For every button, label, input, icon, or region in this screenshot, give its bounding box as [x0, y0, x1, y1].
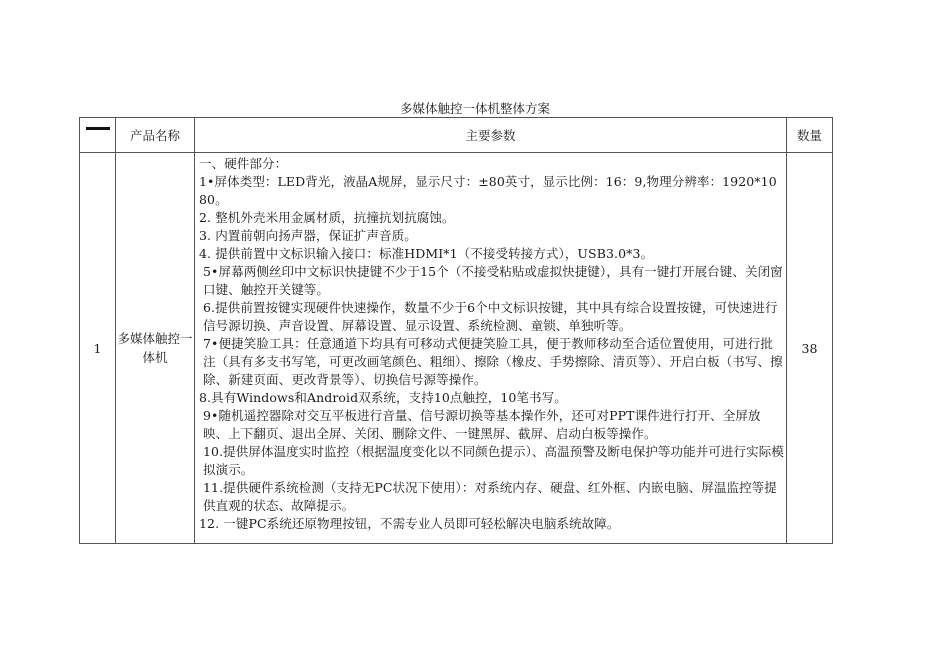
param-line: 11.提供硬件系统检测（支持无PC状况下使用）：对系统内存、硬盘、红外框、内嵌电脑、屏温监控等提供直观的状态、故障提示。	[203, 480, 777, 513]
param-line: 10.提供屏体温度实时监控（根据温度变化以不同颜色提示）、高温预警及断电保护等功能并可进行实际模拟演示。	[203, 444, 784, 477]
param-line: 1•屏体类型：LED背光，液晶A规屏，显示尺寸：±80英寸，显示比例：16：9,物理分辨率：1920*1080。	[199, 174, 777, 207]
table-header-row	[80, 118, 833, 153]
param-line: 7•便捷笑脸工具：任意通道下均具有可移动式便捷笑脸工具，便于教师移动至合适位置使用，可进行批注（具有多支书写笔，可更改画笔颜色、粗细）、擦除（橡皮、手势擦除、清页等）、开启白板（书写、擦除、新建页面、更改背景等）、切换信号源等操作。	[203, 336, 783, 387]
param-line: 一、硬件部分：	[199, 156, 288, 171]
header-quantity: 数量	[787, 118, 833, 153]
index-dash-mark	[86, 127, 110, 130]
table-row	[80, 153, 833, 544]
row-params	[195, 153, 787, 544]
spec-table	[79, 117, 833, 544]
param-line: 12. 一键PC系统还原物理按钮，不需专业人员即可轻松解决电脑系统故障。	[199, 516, 620, 531]
params-list	[195, 153, 786, 542]
header-product-name: 产品名称	[116, 118, 195, 153]
row-product-name: 多媒体触控一体机	[116, 153, 195, 544]
param-line: 8.具有Windows和Android双系统，支持10点触控，10笔书写。	[199, 390, 567, 405]
param-line: 6.提供前置按键实现硬件快速操作，数量不少于6个中文标识按键，其中具有综合设置按键，可快速进行信号源切换、声音设置、屏幕设置、显示设置、系统检测、童锁、单独听等。	[203, 300, 778, 333]
param-line: 5•屏幕两侧丝印中文标识快捷键不少于15个（不接受粘贴或虚拟快捷键），具有一键打开展台键、关闭窗口键、触控开关键等。	[203, 264, 783, 297]
row-quantity: 38	[787, 153, 833, 544]
header-index	[80, 118, 116, 153]
param-line: 2. 整机外壳米用金属材质，抗撞抗划抗腐蚀。	[199, 210, 455, 225]
row-index: 1	[80, 153, 116, 544]
param-line: 9•随机遥控器除对交互平板进行音量、信号源切换等基本操作外，还可对PPT课件进行打开、全屏放映、上下翻页、退出全屏、关闭、删除文件、一键黑屏、截屏、启动白板等操作。	[203, 408, 761, 441]
param-line: 4. 提供前置中文标识输入接口：标准HDMI*1（不接受转接方式），USB3.0*3。	[199, 246, 654, 261]
document-title: 多媒体触控一体机整体方案	[399, 101, 550, 116]
param-line: 3. 内置前朝向扬声器，保证扩声音质。	[199, 228, 417, 243]
header-main-params: 主要参数	[195, 118, 787, 153]
